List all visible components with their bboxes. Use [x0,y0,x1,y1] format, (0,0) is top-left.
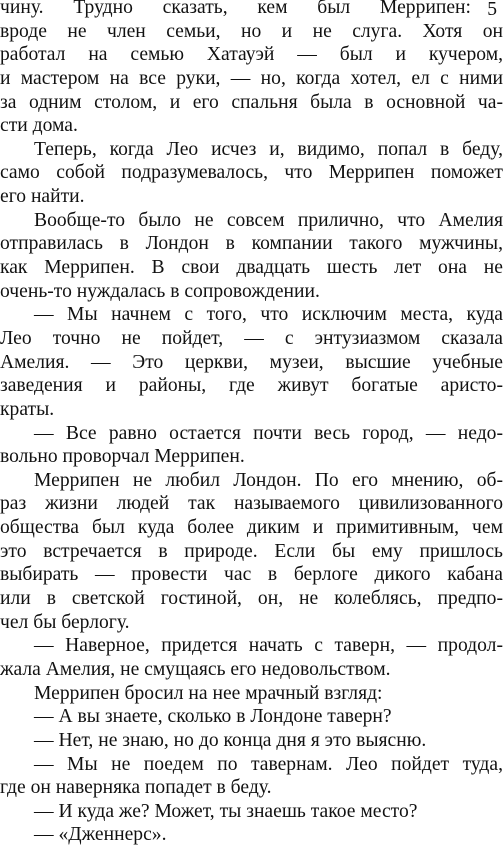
paragraph [0,753,503,800]
text-line: вроде не член семьи, но и не слуга. Хотя он [0,20,503,42]
text-line: Вообще-то было не совсем прилично, что Амелия [34,209,503,231]
text-line: раз жизни людей так называемого цивилизованного [0,493,503,515]
text-line: или в светской гостиной, он, не колеблясь, предпо- [0,588,503,610]
paragraph [0,800,503,824]
text-line: — «Дженнерс». [34,824,167,846]
text-line: Теперь, когда Лео исчез и, видимо, попал в беду, [34,138,503,160]
text-line: Лео точно не пойдет, — с энтузиазмом сказала [0,327,503,349]
text-line: само собой подразумевалось, что Меррипен поможет [0,162,503,184]
paragraph [0,138,503,209]
paragraph [0,209,503,304]
page-number: 5 [487,0,497,20]
text-line: Меррипен не любил Лондон. По его мнению, об- [34,469,503,491]
text-line: краты. [0,398,55,420]
text-line: сти дома. [0,115,78,137]
text-line: Меррипен бросил на нее мрачный взгляд: [34,682,383,704]
paragraph [0,682,503,706]
paragraph [0,469,503,634]
text-line: за одним столом, и его спальня была в основной ча- [0,91,503,113]
text-line: Амелия. — Это церкви, музеи, высшие учебные [0,351,503,373]
text-line: выбирать — провести час в берлоге дикого кабана [0,564,503,586]
text-line: общества был куда более диким и примитивным, чем [0,517,503,539]
paragraph [0,634,503,681]
paragraph [0,823,503,847]
text-line: его найти. [0,186,85,208]
text-line: — Все равно остается почти весь город, — недо- [34,422,503,444]
text-line: — И куда же? Может, ты знаешь такое место? [34,800,418,822]
text-line: отправилась в Лондон в компании такого мужчины, [0,233,503,255]
text-line: заведения и районы, где живут богатые аристо- [0,375,503,397]
text-line: чину. Трудно сказать, кем был Меррипен: [0,0,471,18]
text-line: работал на семью Хатауэй — был и кучером, [0,44,503,66]
text-line: — Мы не поедем по тавернам. Лео пойдет туда, [34,753,503,775]
text-line: где он наверняка попадет в беду. [0,777,272,799]
paragraph [0,705,503,729]
text-line: — Мы начнем с того, что исключим места, куда [34,304,503,326]
text-line: очень-то нуждалась в сопровождении. [0,280,320,302]
paragraph [0,729,503,753]
text-line: вольно проворчал Меррипен. [0,446,245,468]
paragraph [0,0,503,138]
text-line: и мастером на все руки, — но, когда хотел, ел с ними [0,67,503,89]
text-line: жала Амелия, не смущаясь его недовольством. [0,658,391,680]
text-line: чел бы берлогу. [0,611,130,633]
text-line: как Меррипен. В свои двадцать шесть лет она не [0,257,503,279]
paragraph [0,303,503,421]
paragraph [0,422,503,469]
text-line: — А вы знаете, сколько в Лондоне таверн? [34,706,392,728]
text-line: — Нет, не знаю, но до конца дня я это выясню. [34,729,427,751]
text-line: — Наверное, придется начать с таверн, — продол- [34,635,503,657]
text-line: это встречается в природе. Если бы ему пришлось [0,540,503,562]
